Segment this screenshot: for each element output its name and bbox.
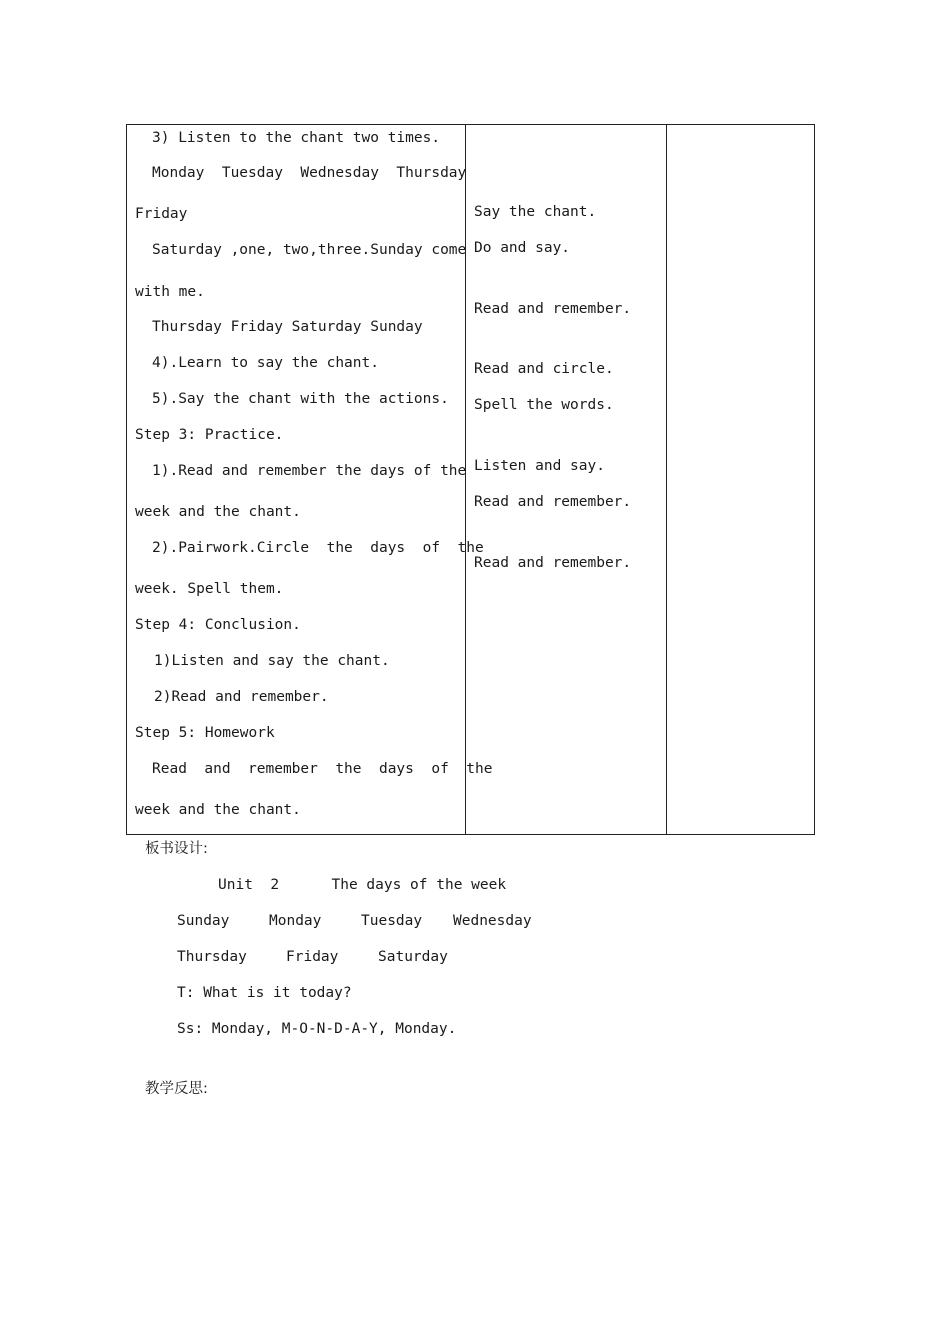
activity-line: Read and remember. [474,301,632,317]
procedure-line: week and the chant. [135,504,301,520]
procedure-line: Thursday Friday Saturday Sunday [152,319,423,335]
step-heading: Step 3: Practice. [135,427,284,443]
procedure-line: 2).Pairwork.Circle the days of the [152,540,484,556]
procedure-line: 5).Say the chant with the actions. [152,391,449,407]
column-divider [666,125,667,834]
activity-line: Do and say. [474,240,571,256]
activity-line: Read and circle. [474,361,614,377]
activity-line: Read and remember. [474,555,632,571]
procedure-line: Read and remember the days of the [152,761,493,777]
day-word: Tuesday [361,913,423,929]
procedure-line: Monday Tuesday Wednesday Thursday [152,165,467,181]
day-word: Sunday [177,913,230,929]
day-word: Monday [269,913,322,929]
activity-line: Read and remember. [474,494,632,510]
day-word: Friday [286,949,339,965]
procedure-line: 4).Learn to say the chant. [152,355,379,371]
activity-line: Listen and say. [474,458,605,474]
board-design-heading: 板书设计: [145,841,208,857]
procedure-line: 1).Read and remember the days of the [152,463,467,479]
activity-line: Say the chant. [474,204,597,220]
board-title: Unit 2 The days of the week [218,877,507,893]
board-answer: Ss: Monday, M-O-N-D-A-Y, Monday. [177,1021,457,1037]
day-word: Wednesday [453,913,532,929]
activity-line: Spell the words. [474,397,614,413]
procedure-line: 2)Read and remember. [154,689,329,705]
board-question: T: What is it today? [177,985,352,1001]
procedure-line: with me. [135,284,205,300]
step-heading: Step 4: Conclusion. [135,617,301,633]
procedure-line: Saturday ,one, two,three.Sunday come [152,242,467,258]
procedure-line: week and the chant. [135,802,301,818]
day-word: Thursday [177,949,247,965]
procedure-line: week. Spell them. [135,581,284,597]
reflection-heading: 教学反思: [145,1081,208,1097]
day-word: Saturday [378,949,448,965]
procedure-line: 1)Listen and say the chant. [154,653,390,669]
step-heading: Step 5: Homework [135,725,275,741]
procedure-line: Friday [135,206,188,222]
procedure-line: 3) Listen to the chant two times. [152,130,441,146]
